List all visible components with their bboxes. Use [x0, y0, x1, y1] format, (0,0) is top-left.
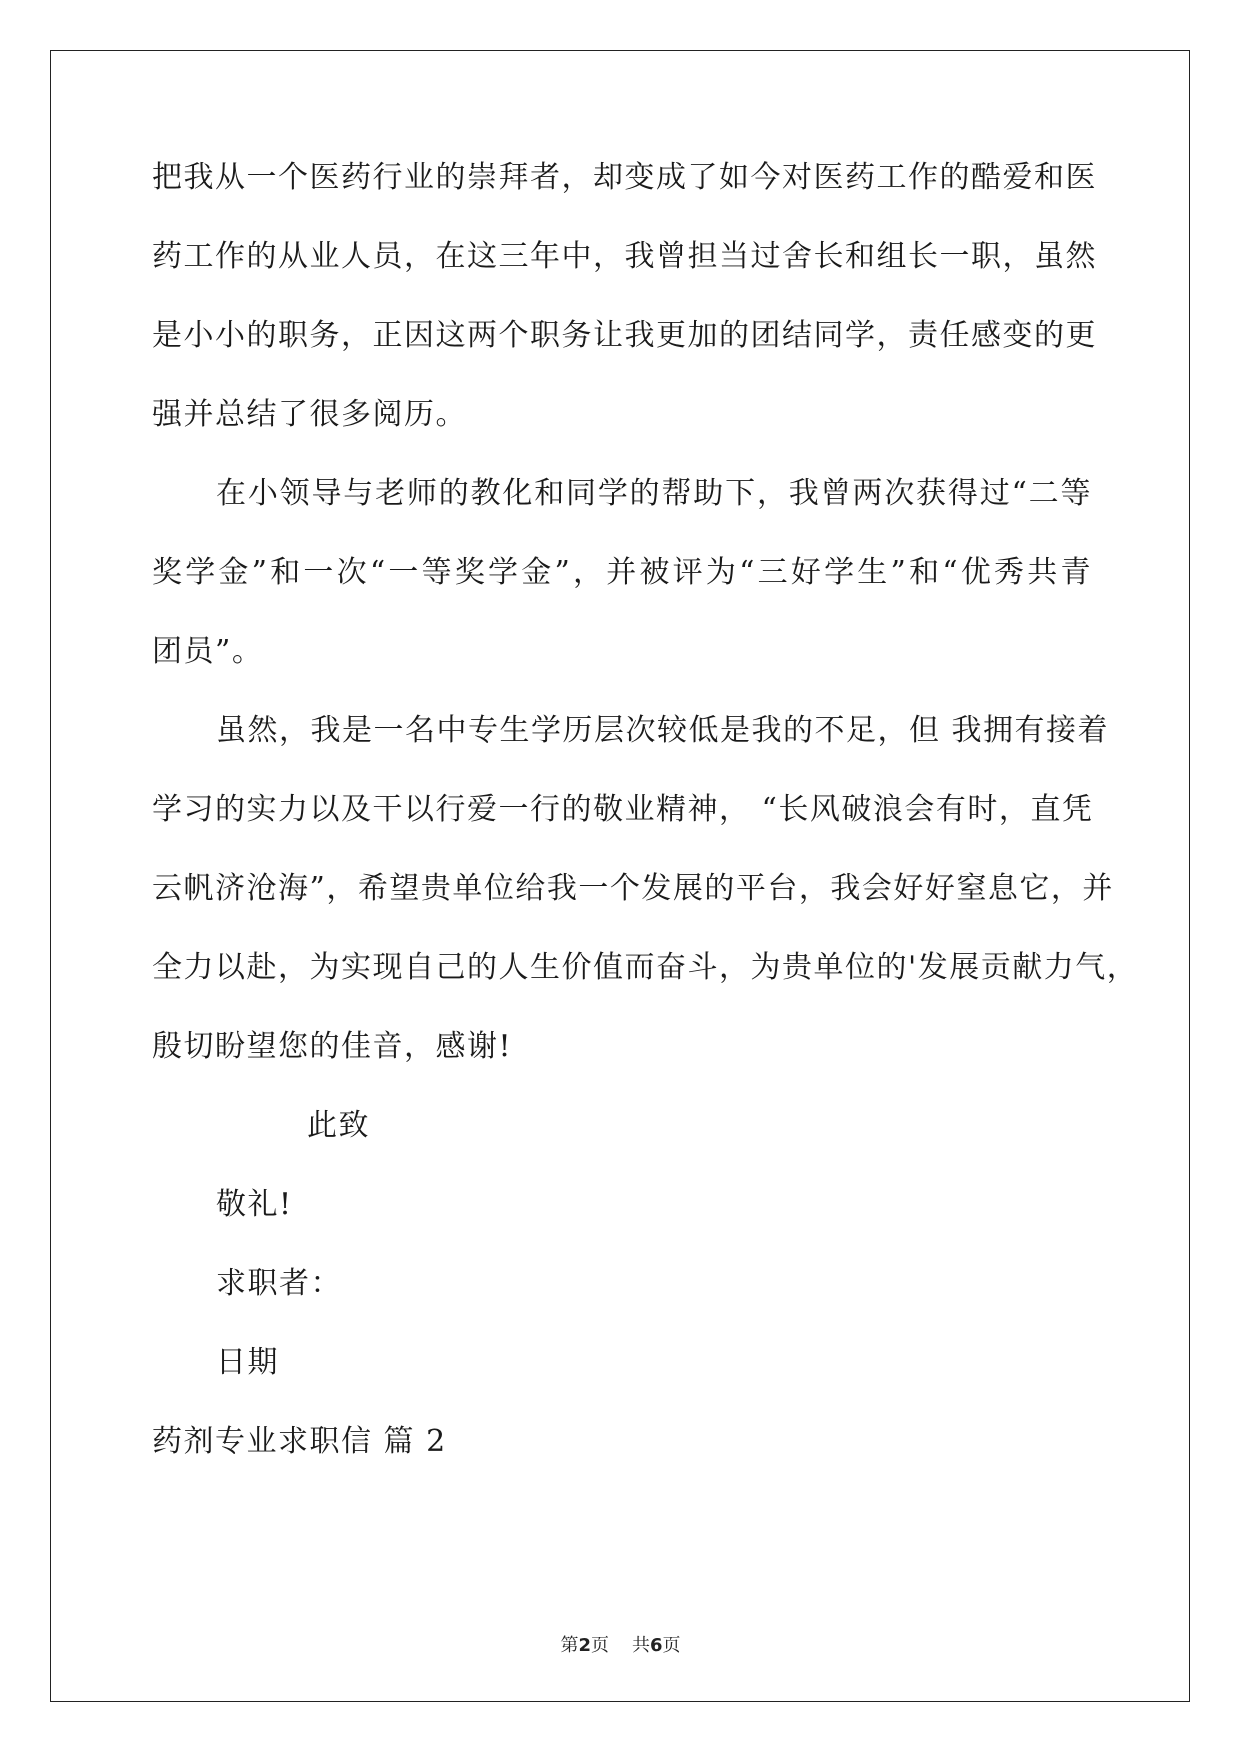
text-line: 殷切盼望您的佳音，感谢! — [152, 1029, 513, 1064]
text-line: 虽然，我是一名中专生学历层次较低是我的不足，但 我拥有接着 — [216, 713, 1110, 748]
page-number: 2 — [578, 1635, 592, 1656]
text-line: 药工作的从业人员，在这三年中，我曾担当过舍长和组长一职，虽然 — [152, 239, 1097, 274]
text-line: 强并总结了很多阅历。 — [152, 397, 467, 432]
date-label: 日期 — [216, 1345, 279, 1380]
paragraph-3 — [152, 711, 1139, 1106]
letter-body — [152, 158, 1139, 1501]
text-line: 学习的实力以及干以行爱一行的敬业精神， “长风破浪会有时，直凭 — [152, 792, 1094, 827]
applicant-label: 求职者： — [216, 1266, 342, 1301]
text-line: 团员”。 — [152, 634, 264, 669]
page-footer — [0, 1634, 1241, 1658]
text-line: 是小小的职务，正因这两个职务让我更加的团结同学，责任感变的更 — [152, 318, 1097, 353]
section-title: 药剂专业求职信 篇 2 — [152, 1424, 447, 1459]
text-line: 云帆济沧海”，希望贵单位给我一个发展的平台，我会好好窒息它，并 — [152, 871, 1114, 906]
total-pages: 6 — [649, 1635, 663, 1656]
paragraph-2 — [152, 474, 1092, 711]
paragraph-1 — [152, 158, 1097, 474]
page-suffix: 页 — [591, 1635, 610, 1656]
total-prefix: 共 — [631, 1635, 650, 1656]
page-prefix: 第 — [560, 1635, 579, 1656]
text-line: 全力以赴，为实现自己的人生价值而奋斗，为贵单位的'发展贡献力气， — [152, 950, 1139, 985]
closing-salute: 敬礼! — [216, 1187, 293, 1222]
text-line: 奖学金”和一次“一等奖学金”，并被评为“三好学生”和“优秀共青 — [152, 555, 1092, 590]
text-line: 在小领导与老师的教化和同学的帮助下，我曾两次获得过“二等 — [216, 476, 1092, 511]
closing-greeting: 此致 — [307, 1108, 370, 1143]
total-suffix: 页 — [662, 1635, 681, 1656]
text-line: 把我从一个医药行业的崇拜者，却变成了如今对医药工作的酷爱和医 — [152, 160, 1097, 195]
